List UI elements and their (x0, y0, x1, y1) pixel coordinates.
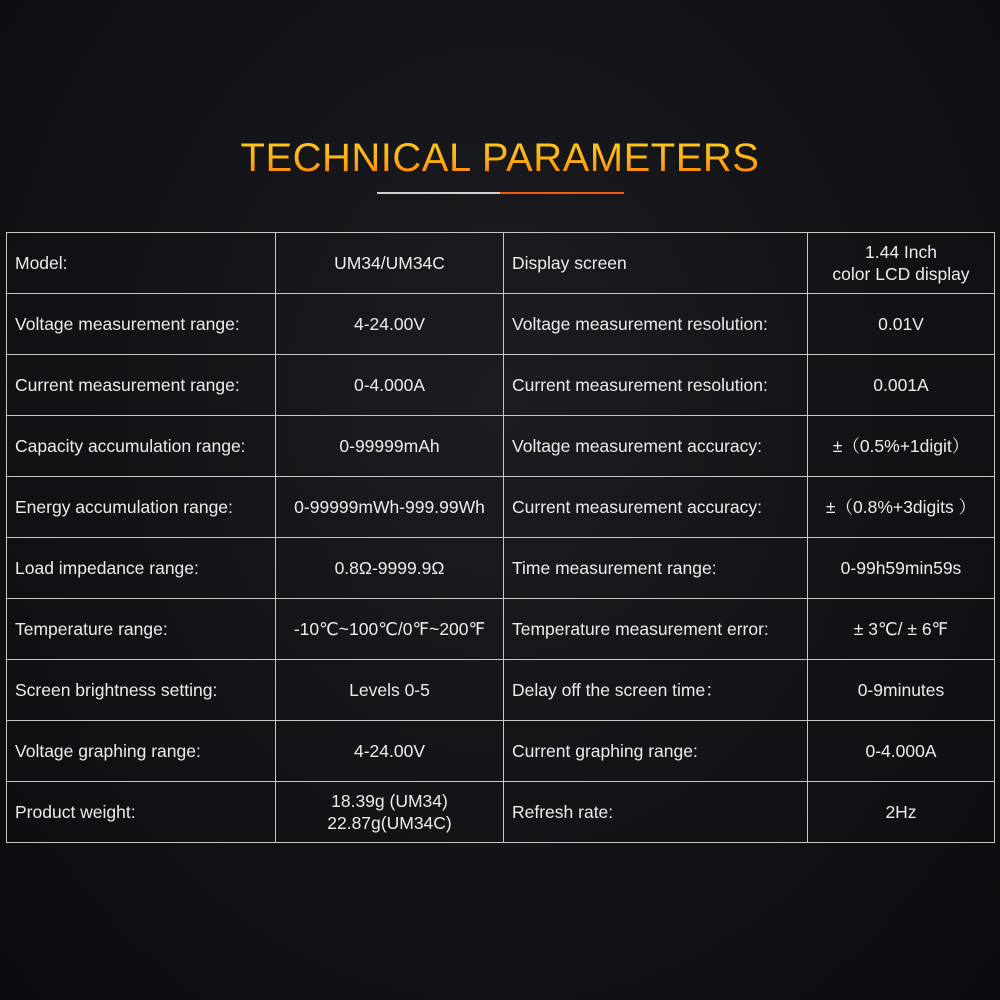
parameter-label: Time measurement range: (504, 538, 808, 599)
table-row (7, 721, 995, 782)
parameter-label: Refresh rate: (504, 782, 808, 843)
table-row (7, 599, 995, 660)
parameter-value: 0.8Ω-9999.9Ω (276, 538, 504, 599)
parameter-value-line: 1.44 Inch (865, 242, 937, 262)
table-body (7, 233, 995, 843)
parameter-label: Display screen (504, 233, 808, 294)
table-row (7, 477, 995, 538)
parameter-value-line: 22.87g(UM34C) (327, 813, 452, 833)
parameter-label: Voltage measurement resolution: (504, 294, 808, 355)
parameter-label: Capacity accumulation range: (7, 416, 276, 477)
parameter-value: 2Hz (808, 782, 995, 843)
technical-parameters-table (6, 232, 995, 843)
parameter-label: Temperature range: (7, 599, 276, 660)
table-row (7, 233, 995, 294)
parameter-value: 0-9minutes (808, 660, 995, 721)
parameter-value: 4-24.00V (276, 294, 504, 355)
title-underline-right (500, 192, 624, 194)
parameter-label: Voltage measurement range: (7, 294, 276, 355)
page-title: TECHNICAL PARAMETERS (0, 134, 1000, 182)
parameter-value (276, 782, 504, 843)
parameter-label: Temperature measurement error: (504, 599, 808, 660)
parameter-label: Delay off the screen time： (504, 660, 808, 721)
table-row (7, 782, 995, 843)
parameter-value: 4-24.00V (276, 721, 504, 782)
parameter-value: 0-99999mWh-999.99Wh (276, 477, 504, 538)
parameter-label: Current measurement resolution: (504, 355, 808, 416)
parameter-value-line: color LCD display (832, 264, 970, 284)
parameter-value: 0-99999mAh (276, 416, 504, 477)
parameter-label: Voltage graphing range: (7, 721, 276, 782)
table-row (7, 660, 995, 721)
parameter-value: 0.001A (808, 355, 995, 416)
table-row (7, 416, 995, 477)
parameter-label: Product weight: (7, 782, 276, 843)
parameter-label: Current measurement range: (7, 355, 276, 416)
parameter-value: -10℃~100℃/0℉~200℉ (276, 599, 504, 660)
parameter-label: Current graphing range: (504, 721, 808, 782)
table-row (7, 294, 995, 355)
parameter-label: Current measurement accuracy: (504, 477, 808, 538)
parameter-value: 0-4.000A (808, 721, 995, 782)
parameter-label: Load impedance range: (7, 538, 276, 599)
parameter-value: Levels 0-5 (276, 660, 504, 721)
parameter-label: Model: (7, 233, 276, 294)
parameter-value: ± 3℃/ ± 6℉ (808, 599, 995, 660)
table-row (7, 538, 995, 599)
title-underline-left (377, 192, 500, 194)
parameter-value: 0.01V (808, 294, 995, 355)
parameter-label: Screen brightness setting: (7, 660, 276, 721)
parameter-label: Voltage measurement accuracy: (504, 416, 808, 477)
parameter-value: 0-4.000A (276, 355, 504, 416)
parameter-label: Energy accumulation range: (7, 477, 276, 538)
parameter-value (808, 233, 995, 294)
parameter-value-line: 18.39g (UM34) (331, 791, 448, 811)
parameter-value: ±（0.8%+3digits ） (808, 477, 995, 538)
table-row (7, 355, 995, 416)
parameter-value: UM34/UM34C (276, 233, 504, 294)
parameter-value: 0-99h59min59s (808, 538, 995, 599)
parameter-value: ±（0.5%+1digit） (808, 416, 995, 477)
